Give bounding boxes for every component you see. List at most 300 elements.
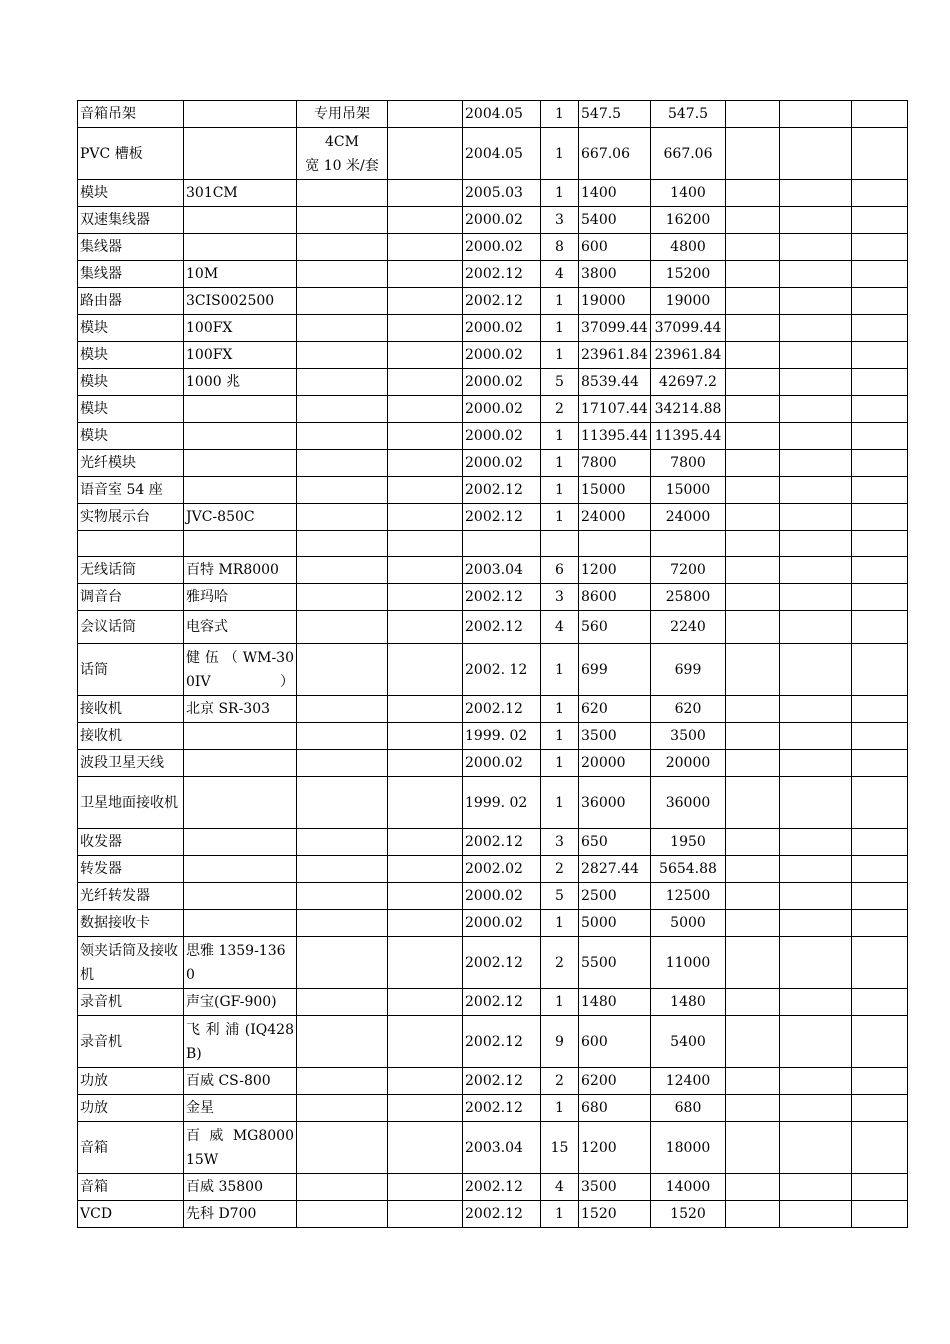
cell-quantity <box>541 750 579 777</box>
cell-model-text: 百特 MR8000 <box>186 562 279 578</box>
cell-unit-price <box>579 1068 651 1095</box>
cell-quantity <box>541 531 579 557</box>
cell-item-name-text: 录音机 <box>80 1033 122 1050</box>
cell-total <box>651 234 726 261</box>
cell-unit-price-text: 680 <box>581 1100 608 1116</box>
cell-total <box>651 180 726 207</box>
cell-item-name <box>78 829 184 856</box>
cell-empty <box>852 423 908 450</box>
cell-item-name-text: 模块 <box>80 185 108 201</box>
cell-item-name <box>78 1201 184 1228</box>
cell-model-text: JVC-850C <box>186 509 255 525</box>
cell-empty <box>780 750 852 777</box>
cell-date <box>463 856 541 883</box>
cell-total-text: 5000 <box>670 915 706 931</box>
cell-date-text: 2002.12 <box>465 619 523 635</box>
cell-spec <box>297 1068 388 1095</box>
cell-total <box>651 937 726 989</box>
cell-blank <box>388 315 463 342</box>
cell-quantity <box>541 777 579 829</box>
cell-spec <box>297 288 388 315</box>
cell-empty <box>852 504 908 531</box>
cell-unit-price-text: 620 <box>581 701 608 717</box>
cell-unit-price <box>579 750 651 777</box>
cell-date-text: 2000.02 <box>465 428 523 444</box>
cell-model <box>184 1122 297 1174</box>
table-row <box>78 342 908 369</box>
cell-unit-price-text: 8600 <box>581 589 617 605</box>
cell-quantity-text: 1 <box>555 482 564 498</box>
cell-unit-price <box>579 1201 651 1228</box>
cell-date-text: 2002.12 <box>465 1073 523 1089</box>
cell-empty <box>726 1095 780 1122</box>
cell-date-text: 2003.04 <box>465 1139 523 1156</box>
cell-total-text: 16200 <box>665 212 711 228</box>
table-row <box>78 531 908 557</box>
cell-spec <box>297 1122 388 1174</box>
cell-date <box>463 1174 541 1201</box>
cell-empty <box>780 207 852 234</box>
cell-spec <box>297 829 388 856</box>
cell-unit-price-text: 7800 <box>581 455 617 471</box>
cell-empty <box>780 1068 852 1095</box>
cell-empty <box>726 989 780 1016</box>
cell-model <box>184 856 297 883</box>
cell-total <box>651 1122 726 1174</box>
cell-quantity <box>541 557 579 584</box>
cell-blank <box>388 180 463 207</box>
cell-quantity-text: 1 <box>555 794 564 811</box>
cell-total <box>651 423 726 450</box>
cell-date <box>463 315 541 342</box>
cell-total-text: 5400 <box>670 1033 706 1050</box>
cell-blank <box>388 856 463 883</box>
table-row <box>78 423 908 450</box>
cell-empty <box>780 696 852 723</box>
cell-unit-price <box>579 584 651 611</box>
cell-date <box>463 1095 541 1122</box>
cell-total <box>651 557 726 584</box>
cell-empty <box>852 180 908 207</box>
cell-date-text: 2004.05 <box>465 106 523 122</box>
cell-unit-price <box>579 777 651 829</box>
cell-total <box>651 261 726 288</box>
cell-spec <box>297 611 388 644</box>
cell-spec <box>297 910 388 937</box>
cell-empty <box>780 584 852 611</box>
cell-quantity <box>541 423 579 450</box>
cell-quantity <box>541 207 579 234</box>
cell-total-text: 24000 <box>665 509 711 525</box>
cell-item-name <box>78 342 184 369</box>
table-row <box>78 450 908 477</box>
cell-model <box>184 750 297 777</box>
cell-date <box>463 128 541 180</box>
cell-total <box>651 1174 726 1201</box>
table-row <box>78 644 908 696</box>
cell-total <box>651 288 726 315</box>
cell-unit-price <box>579 396 651 423</box>
cell-quantity <box>541 128 579 180</box>
cell-blank <box>388 1201 463 1228</box>
cell-model <box>184 989 297 1016</box>
cell-total-text: 37099.44 <box>654 320 722 336</box>
cell-empty <box>726 1068 780 1095</box>
cell-date <box>463 557 541 584</box>
cell-model-text: 电容式 <box>186 619 228 635</box>
cell-empty <box>726 1201 780 1228</box>
cell-empty <box>726 1016 780 1068</box>
cell-date <box>463 829 541 856</box>
cell-spec <box>297 180 388 207</box>
cell-unit-price-text: 1480 <box>581 994 617 1010</box>
cell-item-name-text: 波段卫星天线 <box>80 755 164 771</box>
cell-quantity <box>541 504 579 531</box>
cell-blank <box>388 1016 463 1068</box>
cell-empty <box>780 829 852 856</box>
cell-date-text: 2000.02 <box>465 401 523 417</box>
cell-model <box>184 910 297 937</box>
cell-blank <box>388 128 463 180</box>
cell-quantity <box>541 584 579 611</box>
cell-total <box>651 883 726 910</box>
cell-spec <box>297 504 388 531</box>
cell-total-text: 7200 <box>670 562 706 578</box>
cell-unit-price-text: 1520 <box>581 1206 617 1222</box>
cell-date-text: 2002.12 <box>465 954 523 971</box>
table-row <box>78 829 908 856</box>
cell-empty <box>726 777 780 829</box>
cell-unit-price <box>579 342 651 369</box>
cell-spec <box>297 584 388 611</box>
cell-total <box>651 856 726 883</box>
cell-empty <box>852 584 908 611</box>
table-row <box>78 128 908 180</box>
cell-model-text: 雅玛哈 <box>186 589 228 605</box>
cell-model-text: 3CIS002500 <box>186 293 275 309</box>
cell-total <box>651 207 726 234</box>
table-row <box>78 989 908 1016</box>
cell-spec <box>297 1095 388 1122</box>
cell-date-text: 1999. 02 <box>465 728 528 744</box>
cell-date-text: 2000.02 <box>465 755 523 771</box>
cell-unit-price <box>579 288 651 315</box>
cell-empty <box>852 829 908 856</box>
cell-unit-price <box>579 937 651 989</box>
cell-date <box>463 369 541 396</box>
cell-model <box>184 128 297 180</box>
cell-empty <box>780 288 852 315</box>
cell-unit-price <box>579 910 651 937</box>
cell-unit-price-text: 699 <box>581 661 608 678</box>
cell-item-name-text: 模块 <box>80 320 108 336</box>
cell-total-text: 15200 <box>665 266 711 282</box>
cell-quantity-text: 2 <box>555 401 564 417</box>
table-row <box>78 910 908 937</box>
cell-empty <box>852 644 908 696</box>
cell-total <box>651 504 726 531</box>
table-row <box>78 101 908 128</box>
cell-item-name <box>78 261 184 288</box>
cell-item-name <box>78 128 184 180</box>
cell-unit-price-text: 5500 <box>581 954 617 971</box>
table-row <box>78 750 908 777</box>
cell-total-text: 7800 <box>670 455 706 471</box>
cell-unit-price-text: 3500 <box>581 728 617 744</box>
cell-unit-price <box>579 1174 651 1201</box>
table-row <box>78 696 908 723</box>
cell-empty <box>780 531 852 557</box>
cell-empty <box>852 369 908 396</box>
cell-quantity-text: 1 <box>555 145 564 162</box>
cell-unit-price-text: 6200 <box>581 1073 617 1089</box>
cell-total <box>651 1095 726 1122</box>
cell-blank <box>388 477 463 504</box>
cell-unit-price <box>579 696 651 723</box>
cell-item-name-text: 实物展示台 <box>80 509 150 525</box>
cell-spec <box>297 777 388 829</box>
cell-empty <box>726 696 780 723</box>
cell-spec <box>297 450 388 477</box>
cell-date <box>463 261 541 288</box>
cell-empty <box>726 504 780 531</box>
cell-empty <box>852 883 908 910</box>
cell-quantity-text: 1 <box>555 1100 564 1116</box>
cell-unit-price-text: 2827.44 <box>581 861 639 877</box>
cell-date <box>463 423 541 450</box>
cell-empty <box>726 1122 780 1174</box>
cell-empty <box>726 557 780 584</box>
cell-date-text: 2002.12 <box>465 293 523 309</box>
cell-model <box>184 611 297 644</box>
cell-unit-price-text: 11395.44 <box>581 428 648 444</box>
cell-total-text: 42697.2 <box>659 374 717 390</box>
cell-item-name <box>78 644 184 696</box>
cell-empty <box>852 723 908 750</box>
cell-model <box>184 1068 297 1095</box>
cell-model-text: 声宝(GF-900) <box>186 994 277 1010</box>
cell-date-text: 2000.02 <box>465 455 523 471</box>
cell-quantity-text: 2 <box>555 1073 564 1089</box>
cell-unit-price-text: 5000 <box>581 915 617 931</box>
cell-empty <box>852 450 908 477</box>
cell-item-name-text: 转发器 <box>80 861 122 877</box>
cell-quantity-text: 9 <box>555 1033 564 1050</box>
cell-blank <box>388 557 463 584</box>
cell-item-name-text: 接收机 <box>80 728 122 744</box>
cell-quantity-text: 3 <box>555 589 564 605</box>
cell-quantity-text: 1 <box>555 185 564 201</box>
cell-date <box>463 531 541 557</box>
cell-empty <box>726 180 780 207</box>
cell-quantity-text: 1 <box>555 728 564 744</box>
cell-empty <box>726 101 780 128</box>
table-row <box>78 396 908 423</box>
table-row <box>78 1122 908 1174</box>
cell-unit-price <box>579 829 651 856</box>
cell-unit-price <box>579 611 651 644</box>
cell-quantity-text: 1 <box>555 994 564 1010</box>
cell-item-name-text: 调音台 <box>80 589 122 605</box>
cell-model-text: 飞 利 浦 (IQ428B) <box>186 1021 294 1062</box>
cell-quantity-text: 6 <box>555 562 564 578</box>
cell-quantity <box>541 342 579 369</box>
cell-total <box>651 531 726 557</box>
table-row <box>78 477 908 504</box>
cell-model-text: 金星 <box>186 1100 214 1116</box>
cell-quantity-text: 15 <box>550 1139 569 1156</box>
cell-date-text: 2004.05 <box>465 145 523 162</box>
cell-empty <box>726 423 780 450</box>
cell-quantity-text: 4 <box>555 619 564 635</box>
cell-empty <box>780 611 852 644</box>
cell-item-name-text: 光纤模块 <box>80 455 136 471</box>
cell-spec <box>297 342 388 369</box>
cell-unit-price <box>579 369 651 396</box>
table-row <box>78 369 908 396</box>
cell-item-name <box>78 989 184 1016</box>
cell-empty <box>726 910 780 937</box>
cell-item-name <box>78 1016 184 1068</box>
cell-empty <box>780 777 852 829</box>
cell-spec <box>297 128 388 180</box>
cell-model-text: 先科 D700 <box>186 1206 257 1222</box>
cell-item-name <box>78 288 184 315</box>
cell-total-text: 23961.84 <box>654 347 722 363</box>
cell-total-text: 36000 <box>665 794 711 811</box>
cell-unit-price-text: 23961.84 <box>581 347 648 363</box>
cell-spec <box>297 101 388 128</box>
cell-quantity <box>541 396 579 423</box>
cell-empty <box>780 1016 852 1068</box>
cell-blank <box>388 504 463 531</box>
cell-date-text: 2002.12 <box>465 1206 523 1222</box>
cell-unit-price-text: 24000 <box>581 509 626 525</box>
cell-date <box>463 696 541 723</box>
cell-empty <box>726 207 780 234</box>
cell-spec <box>297 937 388 989</box>
cell-unit-price <box>579 234 651 261</box>
cell-item-name-text: 模块 <box>80 428 108 444</box>
cell-quantity <box>541 1201 579 1228</box>
cell-model <box>184 450 297 477</box>
cell-unit-price-text: 5400 <box>581 212 617 228</box>
cell-quantity <box>541 1095 579 1122</box>
cell-date <box>463 910 541 937</box>
cell-empty <box>852 477 908 504</box>
cell-total <box>651 989 726 1016</box>
cell-empty <box>780 937 852 989</box>
cell-spec <box>297 644 388 696</box>
cell-unit-price <box>579 1095 651 1122</box>
cell-model-text: 100FX <box>186 320 233 336</box>
cell-quantity <box>541 369 579 396</box>
cell-item-name-text: 话筒 <box>80 661 108 678</box>
cell-quantity-text: 1 <box>555 320 564 336</box>
cell-empty <box>852 396 908 423</box>
cell-empty <box>852 910 908 937</box>
cell-unit-price-text: 650 <box>581 834 608 850</box>
cell-total-text: 25800 <box>665 589 711 605</box>
cell-blank <box>388 644 463 696</box>
cell-date-text: 2002.12 <box>465 266 523 282</box>
cell-model <box>184 829 297 856</box>
cell-empty <box>780 423 852 450</box>
cell-item-name <box>78 531 184 557</box>
cell-total-text: 667.06 <box>663 145 713 162</box>
cell-total-text: 1480 <box>670 994 706 1010</box>
cell-date <box>463 1201 541 1228</box>
cell-blank <box>388 261 463 288</box>
table-row <box>78 234 908 261</box>
cell-model-text: 健 伍 （ WM-300IV） <box>186 649 294 690</box>
cell-spec <box>297 1174 388 1201</box>
cell-empty <box>780 1201 852 1228</box>
cell-unit-price <box>579 883 651 910</box>
cell-empty <box>780 856 852 883</box>
cell-blank <box>388 910 463 937</box>
cell-unit-price <box>579 644 651 696</box>
cell-item-name-text: 模块 <box>80 401 108 417</box>
cell-date-text: 2000.02 <box>465 374 523 390</box>
cell-quantity-text: 1 <box>555 293 564 309</box>
cell-blank <box>388 1068 463 1095</box>
table-row <box>78 557 908 584</box>
cell-unit-price <box>579 504 651 531</box>
table-row <box>78 180 908 207</box>
cell-quantity <box>541 234 579 261</box>
cell-item-name <box>78 1068 184 1095</box>
cell-spec <box>297 261 388 288</box>
cell-item-name-text: 路由器 <box>80 293 122 309</box>
cell-unit-price <box>579 531 651 557</box>
cell-empty <box>726 937 780 989</box>
cell-date <box>463 504 541 531</box>
cell-item-name-text: 音箱吊架 <box>80 106 136 122</box>
cell-model <box>184 557 297 584</box>
cell-date-text: 2002.12 <box>465 482 523 498</box>
cell-blank <box>388 1174 463 1201</box>
cell-unit-price-text: 1400 <box>581 185 617 201</box>
cell-empty <box>852 1122 908 1174</box>
cell-item-name <box>78 1095 184 1122</box>
cell-blank <box>388 450 463 477</box>
cell-total <box>651 101 726 128</box>
table-row <box>78 315 908 342</box>
cell-date-text: 2002.12 <box>465 701 523 717</box>
cell-blank <box>388 696 463 723</box>
cell-spec <box>297 531 388 557</box>
cell-model <box>184 369 297 396</box>
cell-empty <box>726 477 780 504</box>
cell-quantity-text: 4 <box>555 266 564 282</box>
table-row <box>78 584 908 611</box>
cell-total <box>651 1201 726 1228</box>
cell-unit-price-text: 600 <box>581 1033 608 1050</box>
cell-spec <box>297 315 388 342</box>
cell-quantity-text: 1 <box>555 106 564 122</box>
cell-empty <box>780 1174 852 1201</box>
cell-unit-price-text: 547.5 <box>581 106 622 122</box>
cell-date <box>463 450 541 477</box>
cell-model <box>184 1016 297 1068</box>
table-row <box>78 1068 908 1095</box>
table-row <box>78 611 908 644</box>
cell-item-name-text: PVC 槽板 <box>80 145 143 162</box>
cell-unit-price <box>579 1016 651 1068</box>
cell-item-name-text: 集线器 <box>80 239 122 255</box>
cell-spec <box>297 1201 388 1228</box>
